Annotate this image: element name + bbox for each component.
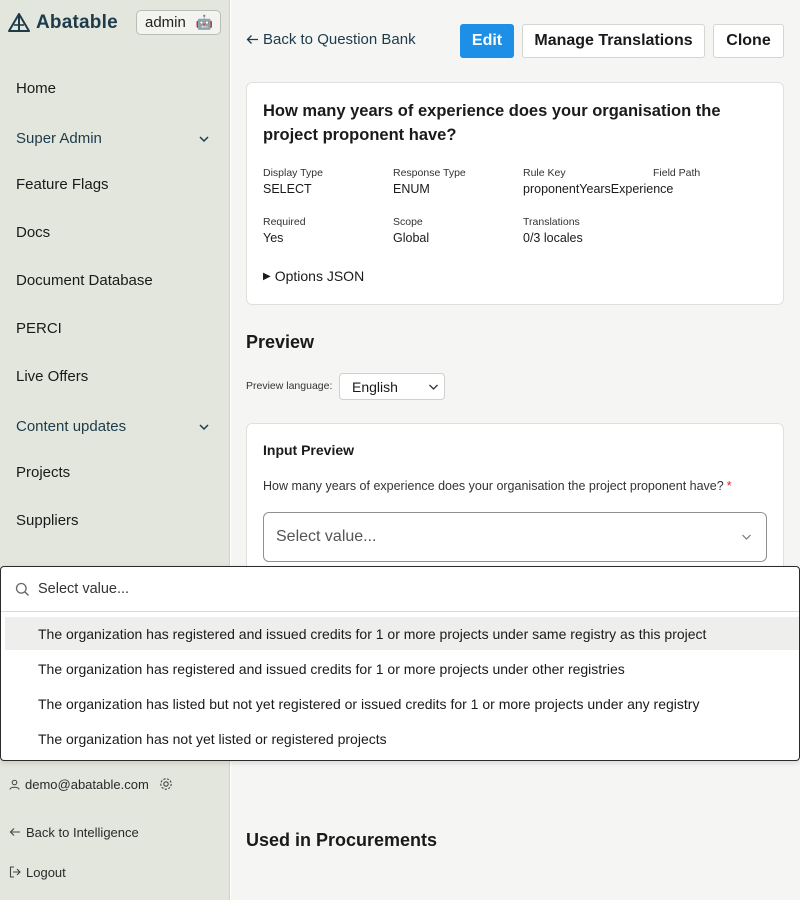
brand[interactable] (8, 10, 118, 36)
meta-value: Yes (263, 231, 284, 245)
preview-language-select[interactable] (339, 373, 445, 400)
meta-display-type (263, 167, 323, 196)
meta-value: ENUM (393, 182, 430, 196)
meta-label: Scope (393, 216, 423, 228)
back-to-question-bank-link[interactable] (246, 31, 416, 48)
meta-label: Translations (523, 216, 580, 228)
meta-label: Required (263, 216, 306, 228)
gear-icon[interactable] (159, 777, 173, 791)
sidebar-item-live-offers[interactable] (16, 367, 88, 387)
user-account[interactable] (9, 775, 178, 793)
dropdown-search-placeholder: Select value... (38, 581, 130, 597)
clone-button[interactable]: Clone (713, 24, 784, 58)
meta-response-type (393, 167, 466, 196)
preview-language-value: English (352, 378, 398, 395)
search-icon (15, 582, 30, 597)
disclosure-triangle-icon: ▶ (263, 270, 271, 282)
chevron-down-icon (198, 133, 210, 145)
arrow-left-icon (246, 34, 259, 45)
sidebar-item-label: Home (16, 80, 57, 97)
dropdown-option[interactable]: The organization has listed but not yet registered or issued credits for 1 or more projects under any registry (38, 695, 700, 712)
chevron-down-icon (741, 533, 752, 541)
sidebar-item-label: Feature Flags (16, 176, 109, 193)
sidebar-item-home[interactable] (16, 79, 56, 99)
preview-language-label: Preview language: (246, 380, 333, 392)
preview-heading: Preview (246, 332, 315, 352)
brand-name: Abatable (36, 12, 118, 33)
sidebar-item-document-database[interactable] (16, 271, 153, 291)
input-question-label (263, 479, 732, 493)
sidebar-item-label: Suppliers (16, 512, 79, 529)
meta-label: Field Path (653, 167, 701, 179)
required-marker: * (726, 479, 732, 493)
meta-scope (393, 216, 429, 245)
answer-select[interactable] (263, 512, 767, 562)
arrow-left-icon (9, 827, 21, 837)
meta-value: Global (393, 231, 430, 245)
sidebar-item-label: Document Database (16, 272, 153, 289)
sidebar-item-perci[interactable] (16, 319, 62, 339)
meta-value: SELECT (263, 182, 312, 196)
dropdown-search-input[interactable] (1, 567, 799, 612)
sidebar-item-label: PERCI (16, 320, 62, 337)
abatable-logo-icon (8, 13, 30, 33)
main-content (231, 0, 800, 900)
back-to-intelligence-link[interactable] (9, 823, 139, 841)
sidebar-item-label: Super Admin (16, 130, 102, 147)
chevron-down-icon (428, 383, 439, 391)
options-json-label: Options JSON (274, 268, 365, 284)
chevron-down-icon (198, 421, 210, 433)
meta-value: 0/3 locales (523, 231, 583, 245)
sidebar-item-projects[interactable] (16, 463, 70, 483)
user-email: demo@abatable.com (25, 776, 149, 792)
sidebar-item-label: Content updates (16, 418, 127, 435)
logout-link[interactable] (9, 863, 66, 881)
user-icon (9, 779, 20, 790)
sidebar-item-docs[interactable] (16, 223, 50, 243)
sidebar-section-super-admin[interactable] (16, 129, 212, 149)
input-question-text: How many years of experience does your organisation the project proponent have? (263, 479, 724, 493)
sidebar-item-label: Docs (16, 224, 51, 241)
dropdown-option[interactable]: The organization has registered and issued credits for 1 or more projects under same registry as this project (5, 617, 799, 650)
sidebar (0, 0, 230, 900)
meta-required (263, 216, 306, 245)
question-title: How many years of experience does your organisation the project proponent have? (263, 102, 721, 144)
meta-translations (523, 216, 583, 245)
dropdown-option[interactable]: The organization has registered and issued credits for 1 or more projects under other registries (38, 660, 625, 677)
meta-label: Response Type (393, 167, 466, 179)
back-link-label: Back to Question Bank (263, 31, 416, 48)
question-details-card (246, 82, 784, 305)
back-to-intelligence-label: Back to Intelligence (26, 824, 139, 840)
meta-label: Display Type (263, 167, 323, 179)
dropdown-option[interactable]: The organization has not yet listed or registered projects (38, 730, 387, 747)
logout-label: Logout (26, 864, 66, 880)
input-preview-card (246, 423, 784, 583)
manage-translations-button[interactable]: Manage Translations (522, 24, 705, 58)
sidebar-item-suppliers[interactable] (16, 511, 79, 531)
edit-button[interactable]: Edit (460, 24, 514, 58)
meta-label: Rule Key (523, 167, 566, 179)
sidebar-item-label: Live Offers (16, 368, 89, 385)
answer-dropdown-menu (0, 566, 800, 761)
admin-badge-label: admin (145, 14, 186, 31)
meta-field-path (653, 167, 700, 182)
meta-value: proponentYearsExperience (523, 182, 674, 196)
admin-badge[interactable] (136, 10, 221, 35)
robot-icon: 🤖 (195, 14, 214, 30)
answer-select-placeholder: Select value... (276, 528, 377, 545)
sidebar-item-feature-flags[interactable] (16, 175, 109, 195)
sidebar-item-label: Projects (16, 464, 71, 481)
input-preview-title: Input Preview (263, 442, 355, 458)
sidebar-section-content-updates[interactable] (16, 417, 212, 437)
meta-rule-key (523, 167, 673, 196)
used-in-procurements-heading: Used in Procurements (246, 830, 438, 850)
options-json-toggle[interactable] (263, 268, 364, 284)
logout-icon (9, 866, 21, 878)
